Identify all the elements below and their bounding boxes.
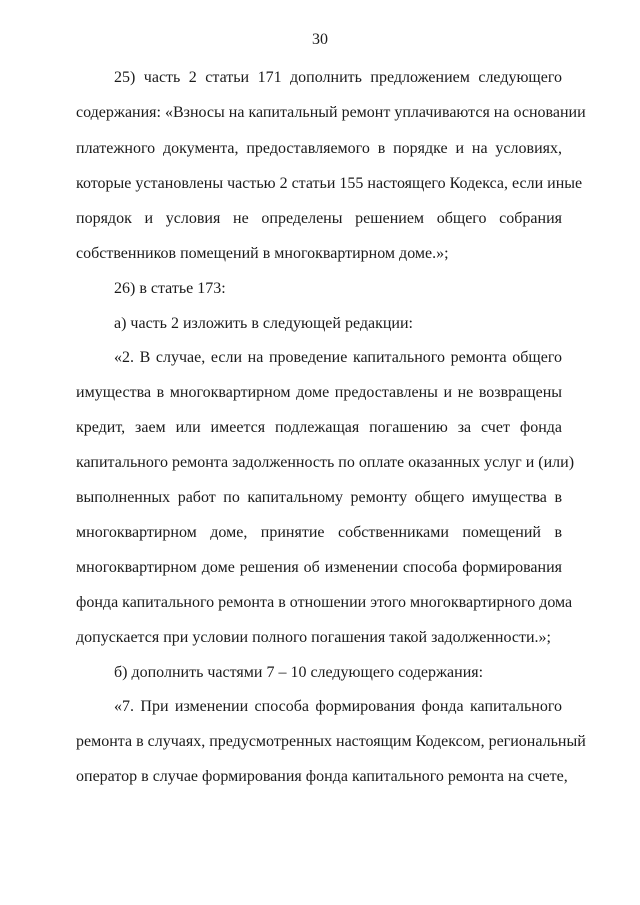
paragraph-line: б) дополнить частями 7 – 10 следующего содержания: [114, 664, 484, 681]
paragraph-line: а) часть 2 изложить в следующей редакции: [114, 315, 413, 332]
paragraph-line: имущества в многоквартирном доме предоставлены и не возвращены [76, 384, 562, 401]
paragraph-line: 25) часть 2 статьи 171 дополнить предложением следующего [114, 69, 562, 86]
paragraph-line: оператор в случае формирования фонда капитального ремонта на счете, [76, 768, 568, 785]
paragraph-line: капитального ремонта задолженность по оплате оказанных услуг и (или) [76, 454, 575, 471]
paragraph-line: собственников помещений в многоквартирном доме.»; [76, 245, 449, 262]
paragraph-line: ремонта в случаях, предусмотренных настоящим Кодексом, региональный [76, 733, 586, 750]
paragraph-line: «7. При изменении способа формирования фонда капитального [114, 698, 562, 715]
paragraph-line: которые установлены частью 2 статьи 155 настоящего Кодекса, если иные [76, 175, 583, 192]
paragraph-line: выполненных работ по капитальному ремонту общего имущества в [76, 489, 562, 506]
page-number: 30 [312, 31, 328, 48]
paragraph-line: содержания: «Взносы на капитальный ремонт уплачиваются на основании [76, 104, 586, 121]
paragraph-line: многоквартирном доме решения об изменении способа формирования [76, 559, 562, 576]
paragraph-line: кредит, заем или имеется подлежащая погашению за счет фонда [76, 419, 562, 436]
paragraph-line: порядок и условия не определены решением общего собрания [76, 210, 562, 227]
paragraph-line: платежного документа, предоставляемого в порядке и на условиях, [76, 140, 562, 157]
paragraph-line: допускается при условии полного погашения такой задолженности.»; [76, 629, 551, 646]
paragraph-line: 26) в статье 173: [114, 280, 226, 297]
paragraph-line: «2. В случае, если на проведение капитального ремонта общего [114, 349, 562, 366]
paragraph-line: фонда капитального ремонта в отношении этого многоквартирного дома [76, 594, 573, 611]
paragraph-line: многоквартирном доме, принятие собственниками помещений в [76, 524, 562, 541]
